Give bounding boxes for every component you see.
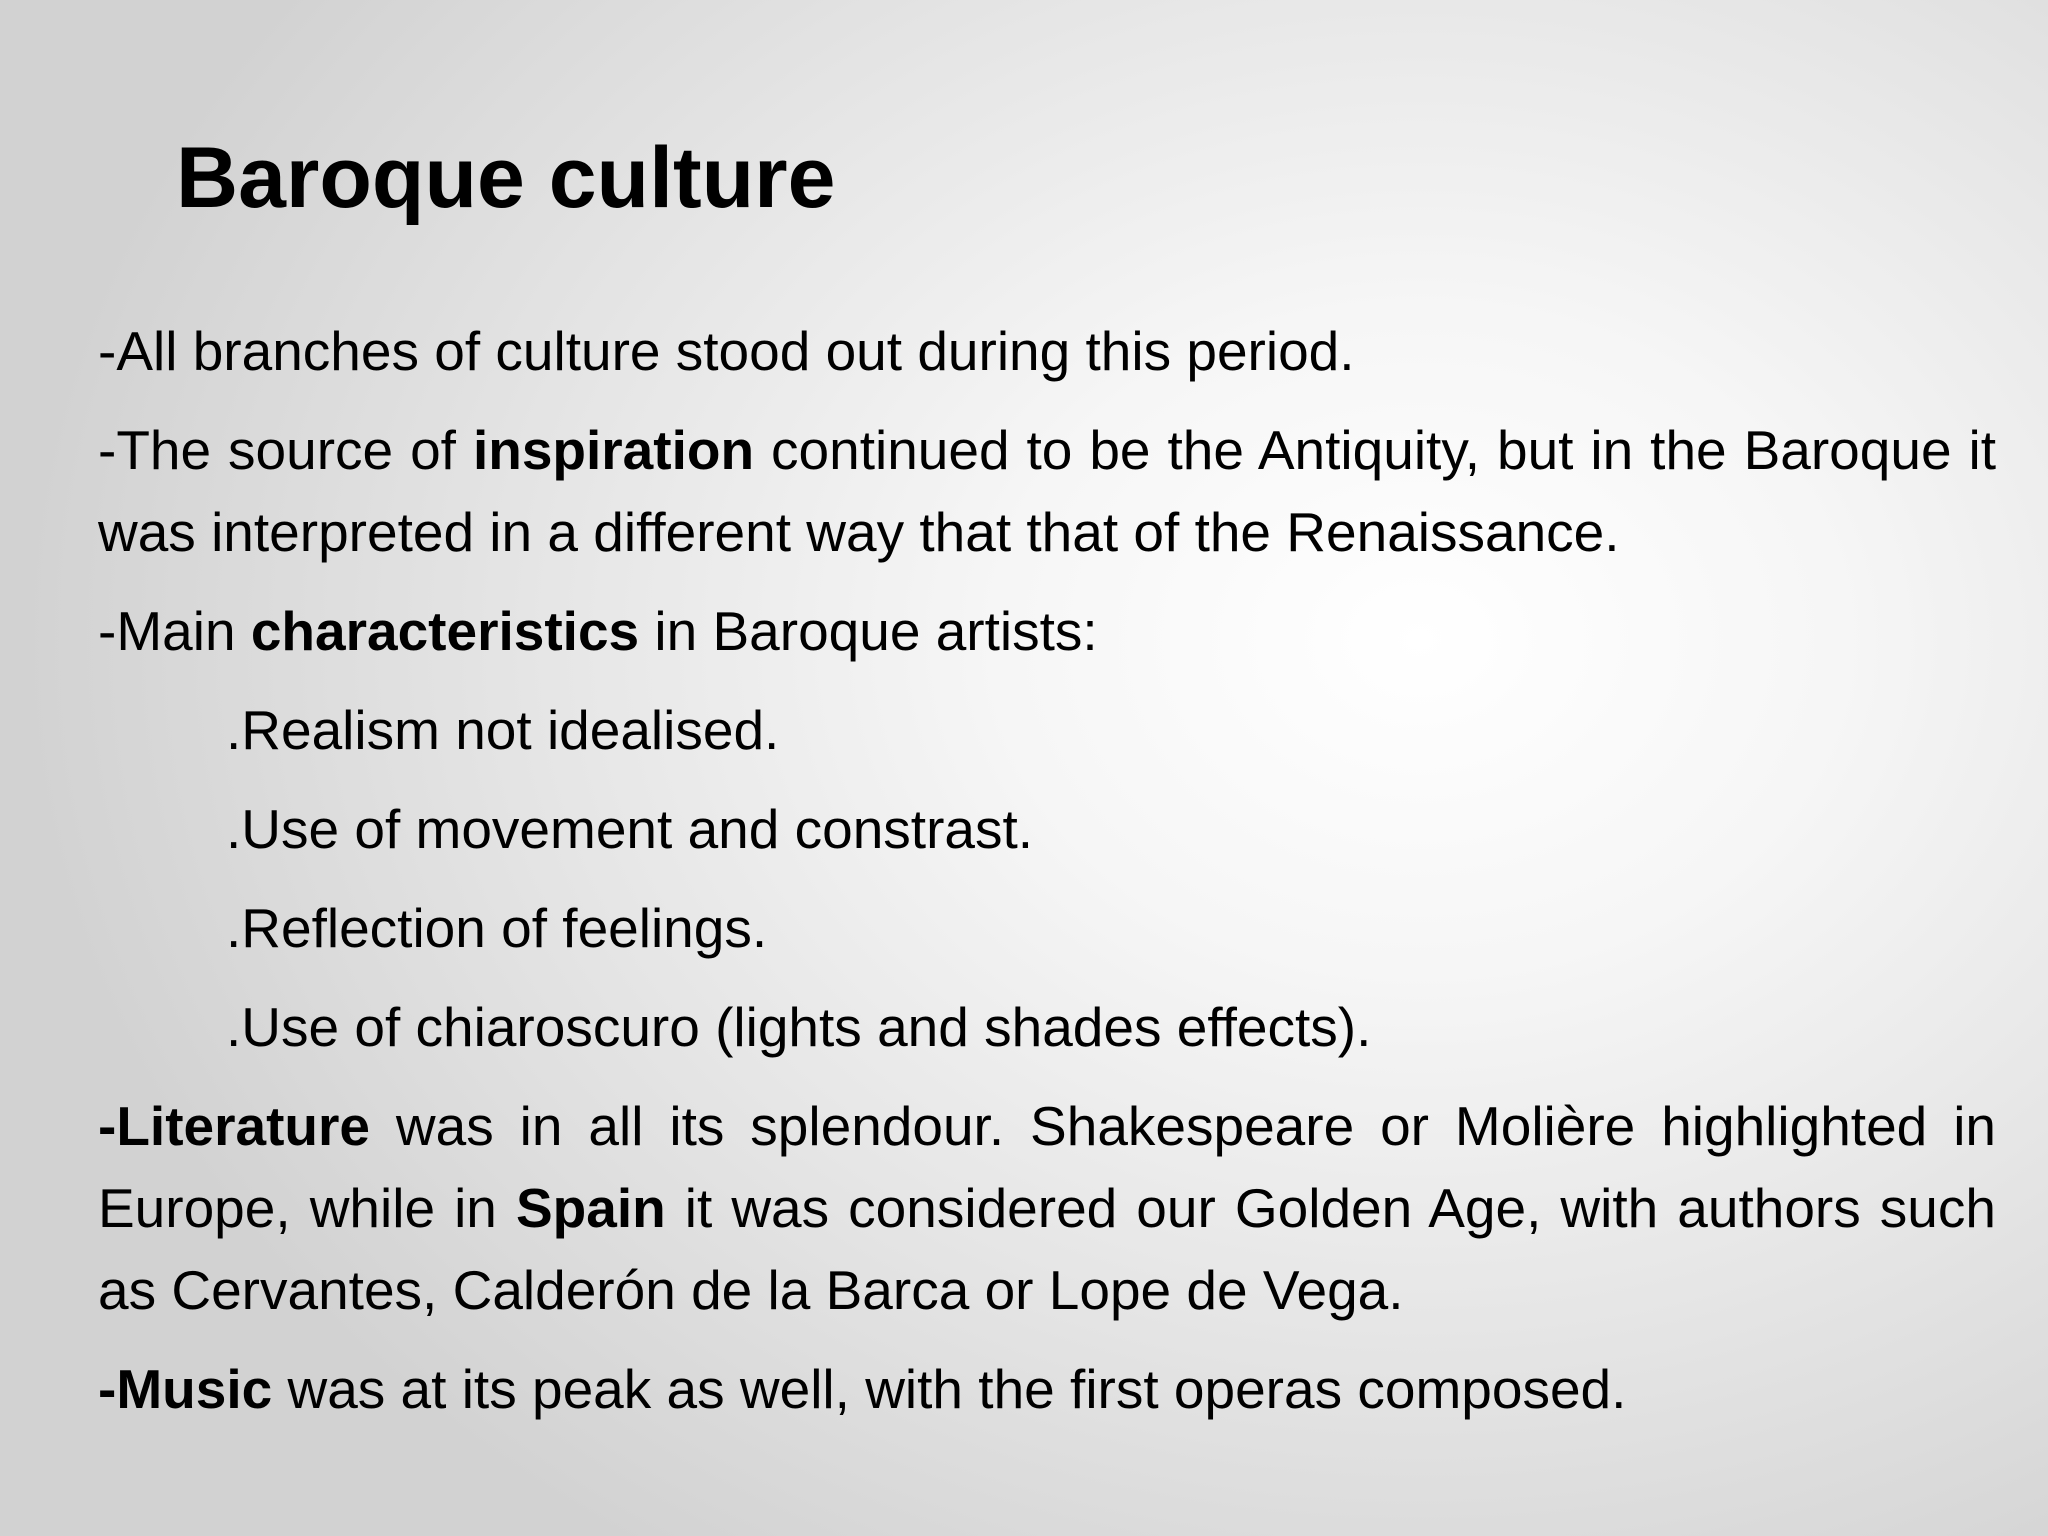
inspiration-bold: inspiration [472,419,755,481]
paragraph-literature [98,1085,1996,1331]
slide-body [98,310,1996,1447]
inspiration-text-before: -The source of [98,419,473,481]
characteristic-item: .Use of movement and constrast. [226,798,1034,860]
paragraph-music [98,1348,1996,1430]
characteristics-text-before: -Main [98,600,251,662]
literature-text-mid: was in all its splendour. Shakespeare or Molière highlighted in Europe, while in [98,1095,1996,1239]
characteristic-item: .Use of chiaroscuro (lights and shades effects). [226,996,1372,1058]
literature-bold: -Literature [98,1095,370,1157]
music-bold: -Music [98,1358,273,1420]
spain-bold: Spain [515,1177,666,1239]
paragraph-characteristics [98,590,1996,672]
characteristic-item: .Realism not idealised. [226,699,780,761]
characteristics-bold: characteristics [250,600,640,662]
paragraph-inspiration [98,409,1996,573]
paragraph-culture-branches: -All branches of culture stood out during this period. [98,320,1355,382]
slide-title: Baroque culture [176,130,836,226]
literature-text-after: it was considered our Golden Age, with authors such as Cervantes, Calderón de la Barca or Lope de Vega. [98,1177,1996,1321]
characteristics-text-after: in Baroque artists: [639,600,1098,662]
inspiration-text-after: continued to be the Antiquity, but in the Baroque it was interpreted in a different way that that of the Renaissance. [98,419,1996,563]
music-text-after: was at its peak as well, with the first operas composed. [272,1358,1627,1420]
characteristic-item: .Reflection of feelings. [226,897,768,959]
